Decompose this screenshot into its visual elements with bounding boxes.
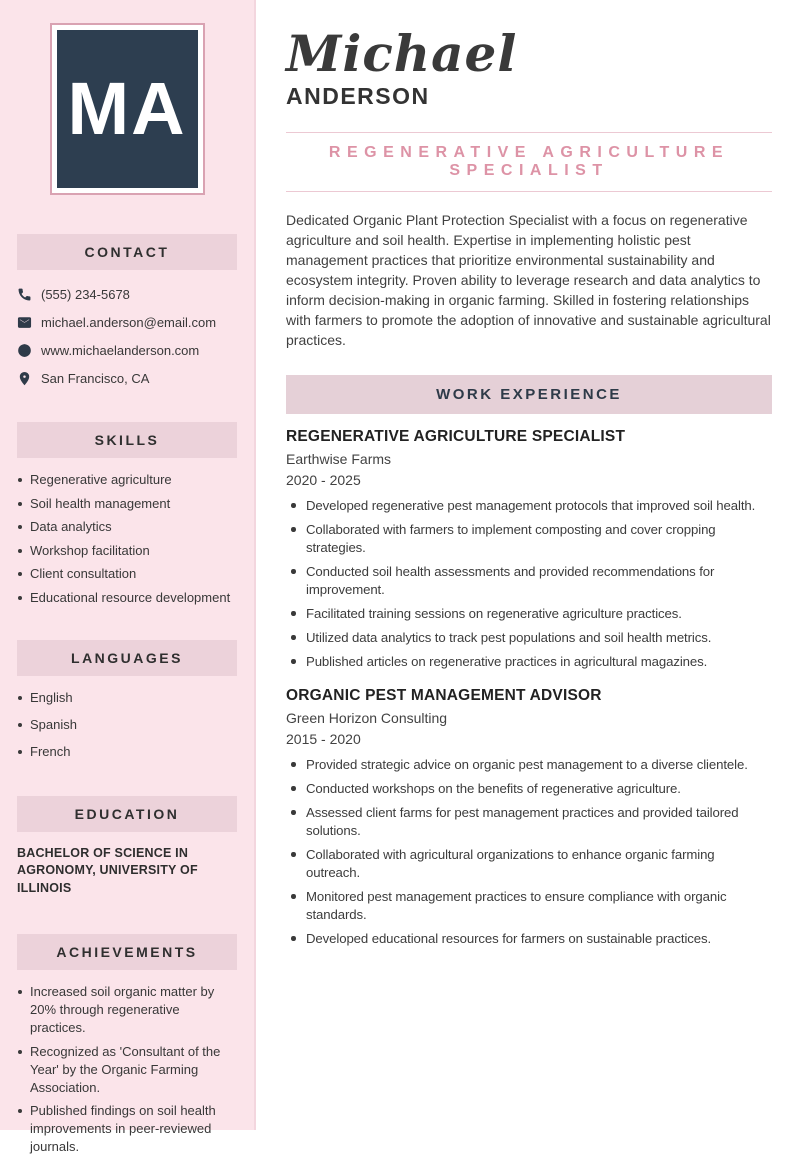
job-bullets bbox=[289, 497, 772, 671]
professional-summary: Dedicated Organic Plant Protection Specialist with a focus on regenerative agriculture and soil health. Expertise in implementing holistic pest management practices that prioritize environmental sustainability and ecosystem integrity. Proven ability to leverage research and data analytics to inform decision-making in organic farming. Skilled in fostering relationships with farmers to promote the adoption of innovative and sustainable agricultural practices. bbox=[286, 211, 771, 348]
bullet-item: Assessed client farms for pest management practices and provided tailored solutions. bbox=[289, 804, 772, 840]
skills-section-header: SKILLS bbox=[17, 422, 237, 458]
education-section-header: EDUCATION bbox=[17, 796, 237, 832]
achievements-section-header: ACHIEVEMENTS bbox=[17, 934, 237, 970]
job-title: ORGANIC PEST MANAGEMENT ADVISOR bbox=[286, 686, 602, 704]
language-item: English bbox=[17, 689, 237, 707]
email-icon bbox=[17, 315, 32, 330]
job-company: Earthwise Farms bbox=[286, 450, 392, 467]
bullet-item: Developed educational resources for farmers on sustainable practices. bbox=[289, 930, 772, 948]
contact-item-location bbox=[17, 364, 237, 392]
job-bullets bbox=[289, 756, 772, 948]
main-content bbox=[256, 0, 800, 1130]
first-name: Michael bbox=[286, 24, 518, 83]
job-company: Green Horizon Consulting bbox=[286, 709, 448, 726]
bullet-item: Utilized data analytics to track pest populations and soil health metrics. bbox=[289, 629, 772, 647]
sidebar bbox=[0, 0, 256, 1154]
skill-item: Educational resource development bbox=[17, 589, 237, 607]
bullet-item: Conducted workshops on the benefits of regenerative agriculture. bbox=[289, 780, 772, 798]
bullet-item: Facilitated training sessions on regenerative agriculture practices. bbox=[289, 605, 772, 623]
location-icon bbox=[17, 371, 32, 386]
phone-icon bbox=[17, 287, 32, 302]
languages-list bbox=[17, 689, 237, 761]
language-item: French bbox=[17, 743, 237, 761]
achievements-list bbox=[17, 983, 237, 1156]
avatar bbox=[57, 30, 198, 188]
job-title-banner: REGENERATIVE AGRICULTURE SPECIALIST bbox=[286, 132, 772, 192]
contact-phone-text: (555) 234-5678 bbox=[41, 286, 130, 302]
language-item: Spanish bbox=[17, 716, 237, 734]
bullet-item: Collaborated with agricultural organizations to enhance organic farming outreach. bbox=[289, 846, 772, 882]
job-entry bbox=[286, 687, 772, 948]
achievement-item: Recognized as 'Consultant of the Year' by the Organic Farming Association. bbox=[17, 1043, 237, 1097]
job-dates: 2015 - 2020 bbox=[286, 730, 361, 747]
contact-section-header: CONTACT bbox=[17, 234, 237, 270]
contact-website-text: www.michaelanderson.com bbox=[41, 342, 200, 358]
globe-icon bbox=[17, 343, 32, 358]
bullet-item: Published articles on regenerative practices in agricultural magazines. bbox=[289, 653, 772, 671]
avatar-initials: MA bbox=[67, 67, 187, 150]
last-name: ANDERSON bbox=[286, 82, 430, 109]
skill-item: Data analytics bbox=[17, 518, 237, 536]
job-title: REGENERATIVE AGRICULTURE SPECIALIST bbox=[286, 427, 626, 445]
contact-list bbox=[17, 280, 237, 392]
achievement-item: Increased soil organic matter by 20% through regenerative practices. bbox=[17, 983, 237, 1037]
languages-section-header: LANGUAGES bbox=[17, 640, 237, 676]
job-dates: 2020 - 2025 bbox=[286, 471, 361, 488]
skill-item: Regenerative agriculture bbox=[17, 471, 237, 489]
bullet-item: Collaborated with farmers to implement composting and cover cropping strategies. bbox=[289, 521, 772, 557]
contact-item-email[interactable] bbox=[17, 308, 237, 336]
skill-item: Soil health management bbox=[17, 495, 237, 513]
skill-item: Workshop facilitation bbox=[17, 542, 237, 560]
contact-email-text: michael.anderson@email.com bbox=[41, 314, 217, 330]
contact-item-website[interactable] bbox=[17, 336, 237, 364]
bullet-item: Developed regenerative pest management protocols that improved soil health. bbox=[289, 497, 772, 515]
skills-list bbox=[17, 471, 237, 607]
avatar-frame bbox=[50, 23, 205, 195]
skill-item: Client consultation bbox=[17, 565, 237, 583]
contact-location-text: San Francisco, CA bbox=[41, 370, 150, 386]
bullet-item: Monitored pest management practices to ensure compliance with organic standards. bbox=[289, 888, 772, 924]
achievement-item: Published findings on soil health improvements in peer-reviewed journals. bbox=[17, 1102, 237, 1156]
work-experience-header: WORK EXPERIENCE bbox=[286, 375, 772, 414]
education-degree: BACHELOR OF SCIENCE IN AGRONOMY, UNIVERSITY OF ILLINOIS bbox=[17, 845, 198, 895]
bullet-item: Conducted soil health assessments and provided recommendations for improvement. bbox=[289, 563, 772, 599]
bullet-item: Provided strategic advice on organic pest management to a diverse clientele. bbox=[289, 756, 772, 774]
contact-item-phone bbox=[17, 280, 237, 308]
job-entry bbox=[286, 428, 772, 671]
